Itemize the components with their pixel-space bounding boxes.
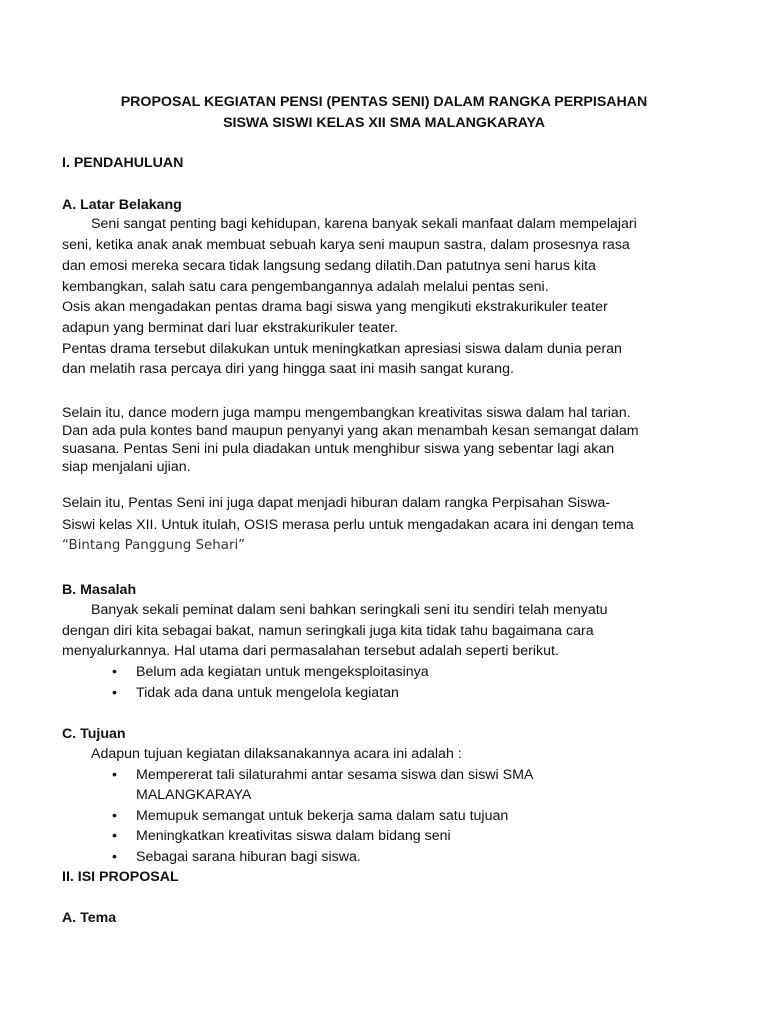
bullet-item: Belum ada kegiatan untuk mengeksploitasinya	[136, 664, 429, 680]
paragraph-line: adapun yang berminat dari luar ekstrakurikuler teater.	[62, 320, 398, 336]
paragraph-line: dengan diri kita sebagai bakat, namun seringkali juga kita tidak tahu bagaimana cara	[62, 623, 594, 639]
paragraph-line: Osis akan mengadakan pentas drama bagi siswa yang mengikuti ekstrakurikuler teater	[62, 299, 608, 315]
paragraph-line: kembangkan, salah satu cara pengembangannya adalah melalui pentas seni.	[62, 279, 549, 295]
paragraph-line: Pentas drama tersebut dilakukan untuk meningkatkan apresiasi siswa dalam dunia peran	[62, 341, 622, 357]
bullet-marker: •	[112, 828, 117, 844]
document-title-line-1: PROPOSAL KEGIATAN PENSI (PENTAS SENI) DALAM RANGKA PERPISAHAN	[120, 94, 648, 110]
paragraph-line: suasana. Pentas Seni ini pula diadakan untuk menghibur siswa yang sebentar lagi akan	[62, 441, 615, 457]
section-heading-isi-proposal: II. ISI PROPOSAL	[62, 869, 179, 885]
bullet-item: Sebagai sarana hiburan bagi siswa.	[136, 849, 361, 865]
bullet-item: Tidak ada dana untuk mengelola kegiatan	[136, 685, 399, 701]
paragraph-line: Selain itu, Pentas Seni ini juga dapat menjadi hiburan dalam rangka Perpisahan Siswa-	[62, 495, 611, 511]
bullet-item: Meningkatkan kreativitas siswa dalam bidang seni	[136, 828, 451, 844]
bullet-item-continuation: MALANGKARAYA	[136, 787, 252, 803]
paragraph-line: dan melatih rasa percaya diri yang hingga saat ini masih sangat kurang.	[62, 361, 514, 377]
paragraph-line: Selain itu, dance modern juga mampu mengembangkan kreativitas siswa dalam hal tarian.	[62, 405, 631, 421]
paragraph-line: Siswi kelas XII. Untuk itulah, OSIS merasa perlu untuk mengadakan acara ini dengan tema	[62, 517, 634, 533]
paragraph-line: Adapun tujuan kegiatan dilaksanakannya acara ini adalah :	[91, 746, 462, 762]
subheading-tujuan: C. Tujuan	[62, 726, 126, 742]
paragraph-line: Banyak sekali peminat dalam seni bahkan seringkali seni itu sendiri telah menyatu	[91, 602, 608, 618]
paragraph-line: dan emosi mereka secara tidak langsung sedang dilatih.Dan patutnya seni harus kita	[62, 258, 596, 274]
bullet-item: Memupuk semangat untuk bekerja sama dalam satu tujuan	[136, 808, 509, 824]
bullet-marker: •	[112, 808, 117, 824]
section-heading-pendahuluan: I. PENDAHULUAN	[62, 155, 184, 171]
subheading-tema: A. Tema	[62, 910, 117, 926]
paragraph-line: siap menjalani ujian.	[62, 459, 191, 475]
bullet-marker: •	[112, 664, 117, 680]
paragraph-line: Dan ada pula kontes band maupun penyanyi yang akan menambah kesan semangat dalam	[62, 423, 639, 439]
bullet-item: Mempererat tali silaturahmi antar sesama siswa dan siswi SMA	[136, 767, 534, 783]
bullet-marker: •	[112, 685, 117, 701]
bullet-marker: •	[112, 849, 117, 865]
paragraph-line: Seni sangat penting bagi kehidupan, karena banyak sekali manfaat dalam mempelajari	[91, 216, 637, 232]
theme-quote: “Bintang Panggung Sehari”	[62, 538, 246, 553]
subheading-latar-belakang: A. Latar Belakang	[62, 197, 182, 213]
subheading-masalah: B. Masalah	[62, 582, 137, 598]
bullet-marker: •	[112, 767, 117, 783]
document-title-line-2: SISWA SISWI KELAS XII SMA MALANGKARAYA	[223, 115, 545, 131]
paragraph-line: menyalurkannya. Hal utama dari permasalahan tersebut adalah seperti berikut.	[62, 643, 559, 659]
paragraph-line: seni, ketika anak anak membuat sebuah karya seni maupun sastra, dalam prosesnya rasa	[62, 237, 630, 253]
